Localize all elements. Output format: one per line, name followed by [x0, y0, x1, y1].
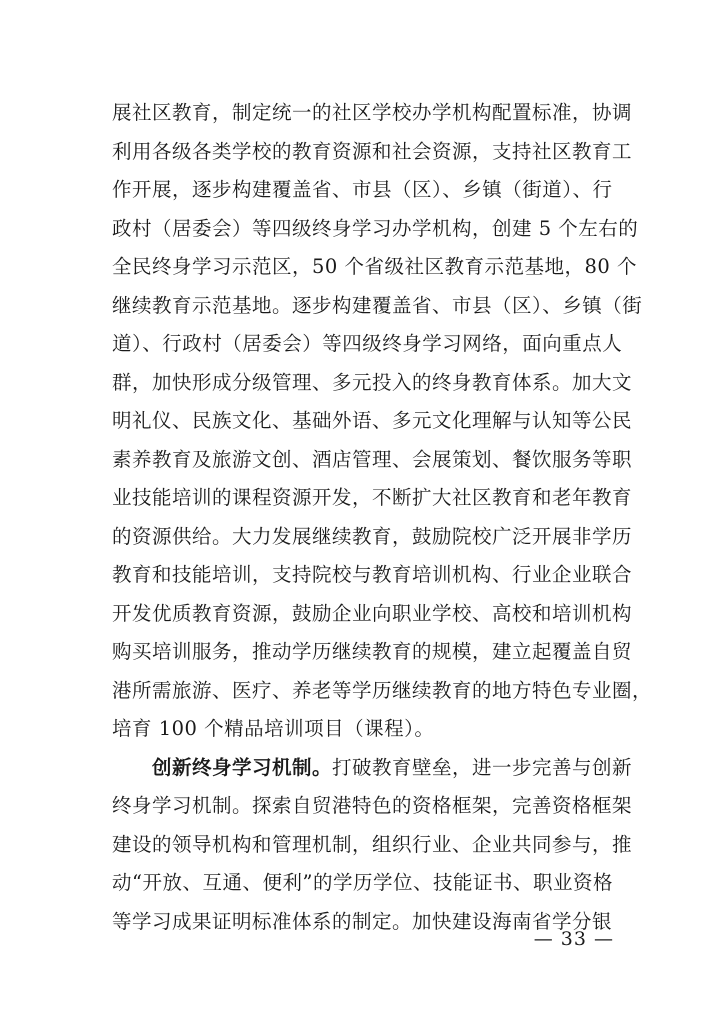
- paragraph-line: 利用各级各类学校的教育资源和社会资源，支持社区教育工: [112, 139, 633, 163]
- body-text: [112, 94, 653, 941]
- paragraph-line: 素养教育及旅游文创、酒店管理、会展策划、餐饮服务等职: [112, 447, 633, 471]
- paragraph-line: 政村（居委会）等四级终身学习办学机构，创建 5 个左右的: [112, 216, 639, 240]
- paragraph-line: 业技能培训的课程资源开发，不断扩大社区教育和老年教育: [112, 486, 633, 509]
- paragraph-line: 全民终身学习示范区，50 个省级社区教育示范基地，80 个: [112, 255, 638, 278]
- paragraph-line: 等学习成果证明标准体系的制定。加快建设海南省学分银: [112, 909, 613, 933]
- paragraph-line: 群，加快形成分级管理、多元投入的终身教育体系。加大文: [112, 370, 633, 394]
- section-lead-heading: 创新终身学习机制。: [152, 755, 333, 779]
- paragraph-line: 作开展，逐步构建覆盖省、市县（区）、乡镇（街道）、行: [112, 178, 613, 201]
- paragraph-line: 展社区教育，制定统一的社区学校办学机构配置标准，协调: [112, 101, 633, 124]
- paragraph-line: 港所需旅游、医疗、养老等学历继续教育的地方特色专业圈，: [112, 678, 653, 702]
- paragraph-line: 开发优质教育资源，鼓励企业向职业学校、高校和培训机构: [112, 601, 633, 625]
- paragraph-line: 购买培训服务，推动学历继续教育的规模，建立起覆盖自贸: [112, 640, 633, 663]
- paragraph-line: 继续教育示范基地。逐步构建覆盖省、市县（区）、乡镇（街: [112, 293, 643, 317]
- paragraph-line: 明礼仪、民族文化、基础外语、多元文化理解与认知等公民: [112, 409, 633, 432]
- page-number: — 33 —: [533, 928, 614, 950]
- paragraph-line: 建设的领导机构和管理机制，组织行业、企业共同参与，推: [112, 832, 633, 856]
- paragraph-line-text: 打破教育壁垒，进一步完善与创新: [332, 755, 633, 779]
- paragraph-line: 动“开放、互通、便利”的学历学位、技能证书、职业资格: [112, 871, 613, 894]
- paragraph-line: 教育和技能培训，支持院校与教育培训机构、行业企业联合: [112, 563, 633, 586]
- paragraph-line: 的资源供给。大力发展继续教育，鼓励院校广泛开展非学历: [112, 524, 633, 548]
- paragraph-line: 终身学习机制。探索自贸港特色的资格框架，完善资格框架: [112, 794, 633, 817]
- paragraph-first-line: [112, 749, 633, 788]
- paragraph-line: 培育 100 个精品培训项目（课程）。: [112, 717, 435, 740]
- paragraph-line: 道）、行政村（居委会）等四级终身学习网络，面向重点人: [112, 332, 623, 355]
